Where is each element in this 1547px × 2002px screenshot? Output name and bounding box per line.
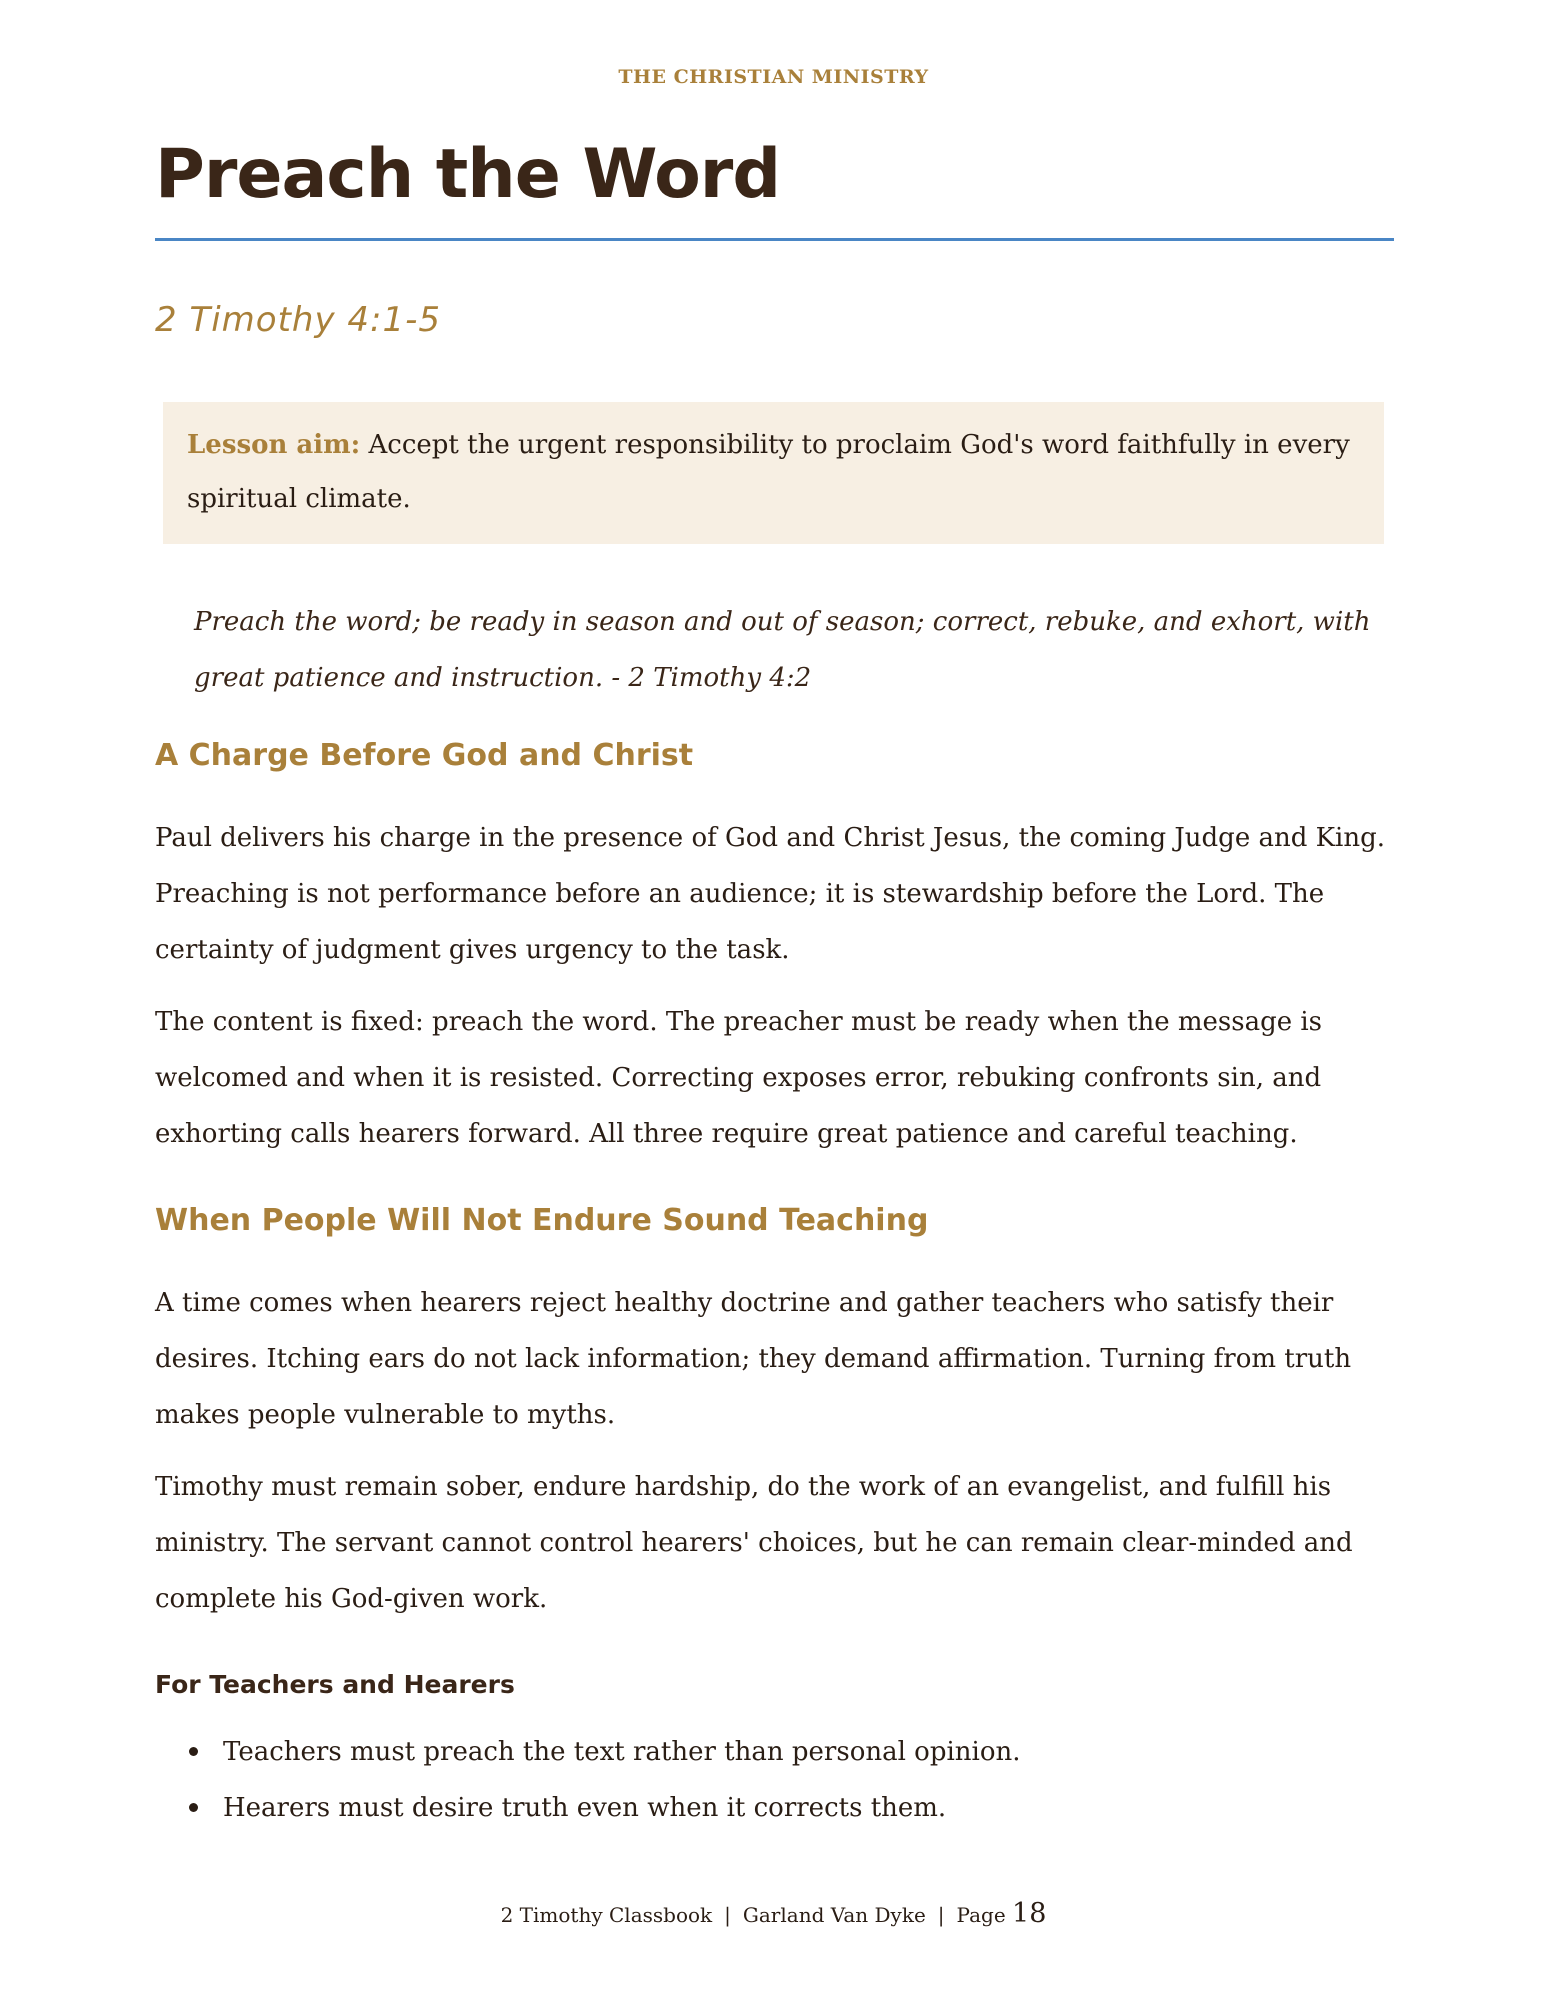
bullet-icon xyxy=(189,1803,198,1812)
list-item-text: Teachers must preach the text rather than personal opinion. xyxy=(223,1737,1021,1767)
lesson-aim-text: Accept the urgent responsibility to proclaim God's word faithfully in every spiritual climate. xyxy=(187,430,1350,514)
footer-separator: | xyxy=(937,1903,945,1927)
footer-page-label: Page xyxy=(956,1903,1006,1927)
list-item-text: Hearers must desire truth even when it corrects them. xyxy=(223,1793,947,1823)
footer-author: Garland Van Dyke xyxy=(742,1903,926,1927)
list-item xyxy=(155,1780,1395,1836)
lesson-aim-box xyxy=(163,402,1384,544)
bullet-icon xyxy=(189,1747,198,1756)
key-verse: Preach the word; be ready in season and out of season; correct, rebuke, and exhort, with great patience and instruction. - 2 Timothy 4:2 xyxy=(194,607,1371,693)
page-number: 18 xyxy=(1012,1898,1047,1929)
paragraph: Paul delivers his charge in the presence of God and Christ Jesus, the coming Judge and King. Preaching is not performance before an audience; it is stewardship before the Lord. The certainty of judgment gives urgency to the task. xyxy=(155,823,1386,965)
page-title: Preach the Word xyxy=(155,135,780,214)
section-heading-sound-teaching: When People Will Not Endure Sound Teaching xyxy=(155,1203,929,1238)
title-rule xyxy=(155,238,1394,241)
footer-book: 2 Timothy Classbook xyxy=(500,1903,713,1927)
lesson-aim-label: Lesson aim: xyxy=(187,430,361,460)
running-head: THE CHRISTIAN MINISTRY xyxy=(618,66,929,88)
footer-separator: | xyxy=(724,1903,731,1927)
paragraph: The content is fixed: preach the word. The preacher must be ready when the message is welcomed and when it is resisted. Correcting exposes error, rebuking confronts sin, and exhorting calls hearers forward. All three require great patience and careful teaching. xyxy=(155,1007,1323,1149)
section-heading-charge: A Charge Before God and Christ xyxy=(155,738,694,773)
paragraph: A time comes when hearers reject healthy doctrine and gather teachers who satisfy their desires. Itching ears do not lack information; they demand affirmation. Turning from truth makes people vulnerable to myths. xyxy=(155,1288,1352,1430)
paragraph: Timothy must remain sober, endure hardship, do the work of an evangelist, and fulfill his ministry. The servant cannot control hearers' choices, but he can remain clear-minded and complete his God-given work. xyxy=(155,1472,1353,1614)
application-list xyxy=(155,1724,1395,1836)
scripture-reference: 2 Timothy 4:1-5 xyxy=(155,300,442,340)
application-heading: For Teachers and Hearers xyxy=(155,1670,515,1699)
page-footer xyxy=(0,1898,1547,1929)
list-item xyxy=(155,1724,1395,1780)
